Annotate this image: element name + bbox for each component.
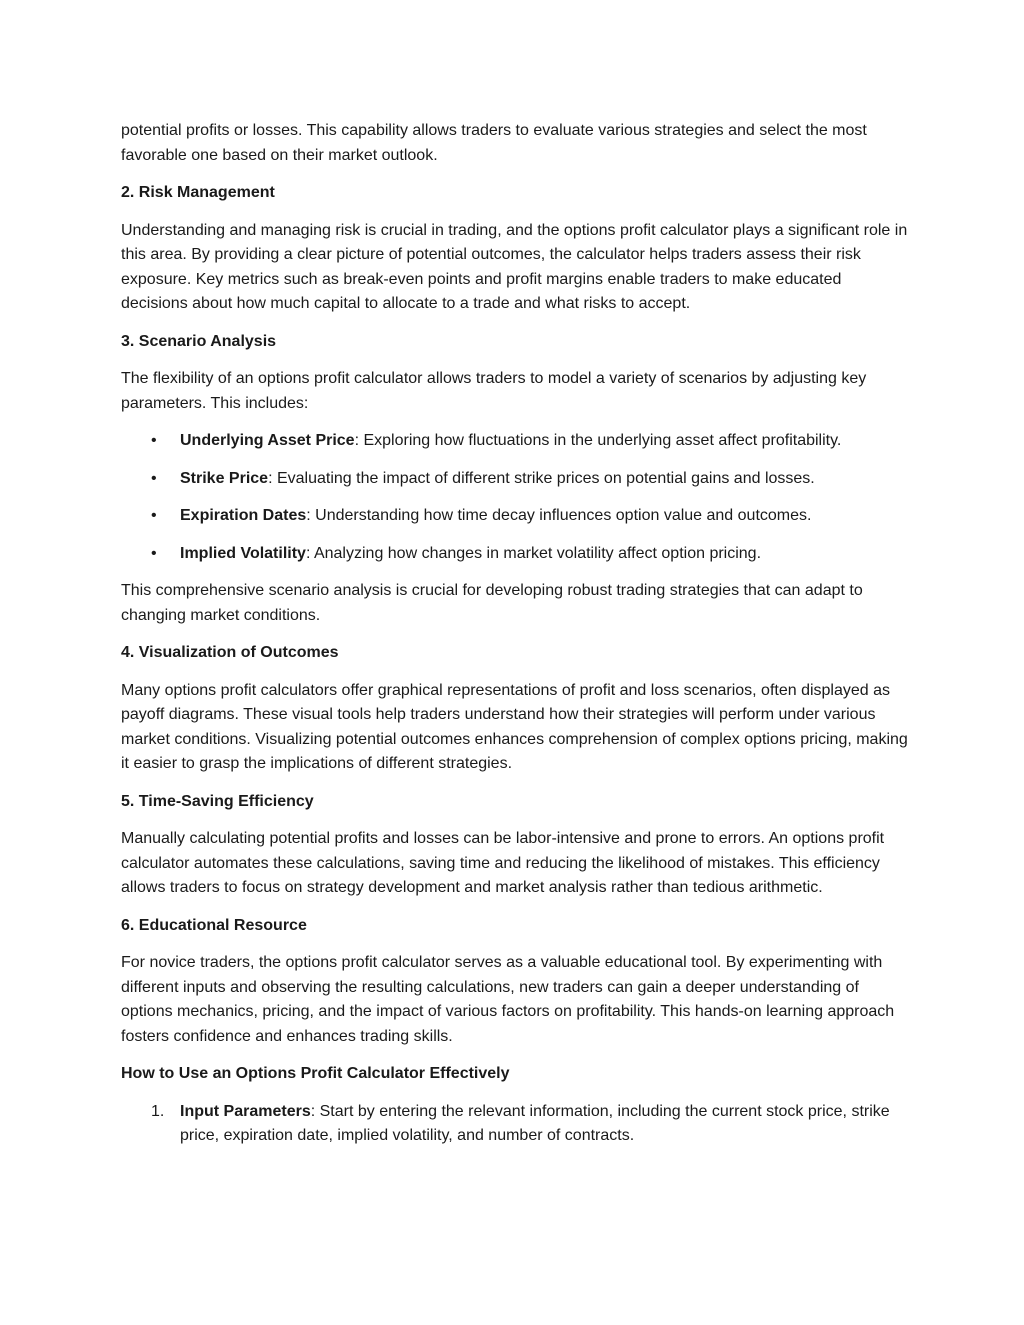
section-body-scenario-analysis: The flexibility of an options profit calculator allows traders to model a variety of scenarios by adjusting key parameters. This includes: [121,370,867,412]
list-item-text: : Evaluating the impact of different strike prices on potential gains and losses. [268,469,815,487]
section-heading-scenario-analysis: 3. Scenario Analysis [121,332,277,350]
intro-paragraph: potential profits or losses. This capability allows traders to evaluate various strategies and select the most favorable one based on their market outlook. [121,122,867,164]
list-item [121,429,911,454]
scenario-parameter-list [121,429,911,566]
section-heading-risk-management: 2. Risk Management [121,184,275,201]
section-body-risk-management: Understanding and managing risk is crucial in trading, and the options profit calculator plays a significant role in this area. By providing a clear picture of potential outcomes, the calculator helps traders assess their risk exposure. Key metrics such as break-even points and profit margins enable traders to make educated decisions about how much capital to allocate to a trade and what risks to accept. [121,221,908,312]
how-to-heading: How to Use an Options Profit Calculator Effectively [121,1065,510,1082]
bullet-icon: • [151,507,157,524]
list-item [121,542,911,567]
list-item-term: Implied Volatility [180,544,306,562]
bullet-icon: • [151,544,157,562]
section-body-educational: For novice traders, the options profit calculator serves as a valuable educational tool. By experimenting with different inputs and observing the resulting calculations, new traders can gain a deeper understanding of options mechanics, pricing, and the impact of various factors on profitability. This hands-on learning approach fosters confidence and enhances trading skills. [121,954,895,1045]
section-after-scenario-analysis: This comprehensive scenario analysis is crucial for developing robust trading strategies that can adapt to changing market conditions. [121,582,863,624]
list-item-text: : Analyzing how changes in market volatility affect option pricing. [305,544,762,562]
section-body-time-saving: Manually calculating potential profits and losses can be labor-intensive and prone to errors. An options profit calculator automates these calculations, saving time and reducing the likelihood of mistakes. This efficiency allows traders to focus on strategy development and market analysis rather than tedious arithmetic. [121,830,885,896]
bullet-icon: • [151,432,157,449]
list-item [121,467,911,492]
section-heading-educational: 6. Educational Resource [121,916,307,934]
list-item-text: : Start by entering the relevant information, including the current stock price, strike price, expiration date, implied volatility, and number of contracts. [180,1102,890,1144]
list-item [121,504,911,529]
list-item [121,1100,911,1149]
list-item-term: Expiration Dates [180,507,307,524]
step-number: 1. [151,1102,165,1120]
section-heading-visualization: 4. Visualization of Outcomes [121,644,339,661]
list-item-term: Underlying Asset Price [180,432,355,449]
section-body-visualization: Many options profit calculators offer graphical representations of profit and loss scenarios, often displayed as payoff diagrams. These visual tools help traders understand how their strategies will perform under various market conditions. Visualizing potential outcomes enhances comprehension of complex options pricing, making it easier to grasp the implications of different strategies. [121,681,908,772]
list-item-text: : Exploring how fluctuations in the underlying asset affect profitability. [354,432,842,449]
list-item-term: Strike Price [180,469,269,487]
list-item-term: Input Parameters [180,1102,311,1120]
how-to-steps-list [121,1100,911,1149]
section-heading-time-saving: 5. Time-Saving Efficiency [121,792,314,810]
list-item-text: : Understanding how time decay influences option value and outcomes. [306,507,812,524]
bullet-icon: • [151,469,157,487]
document-page [121,119,911,1162]
